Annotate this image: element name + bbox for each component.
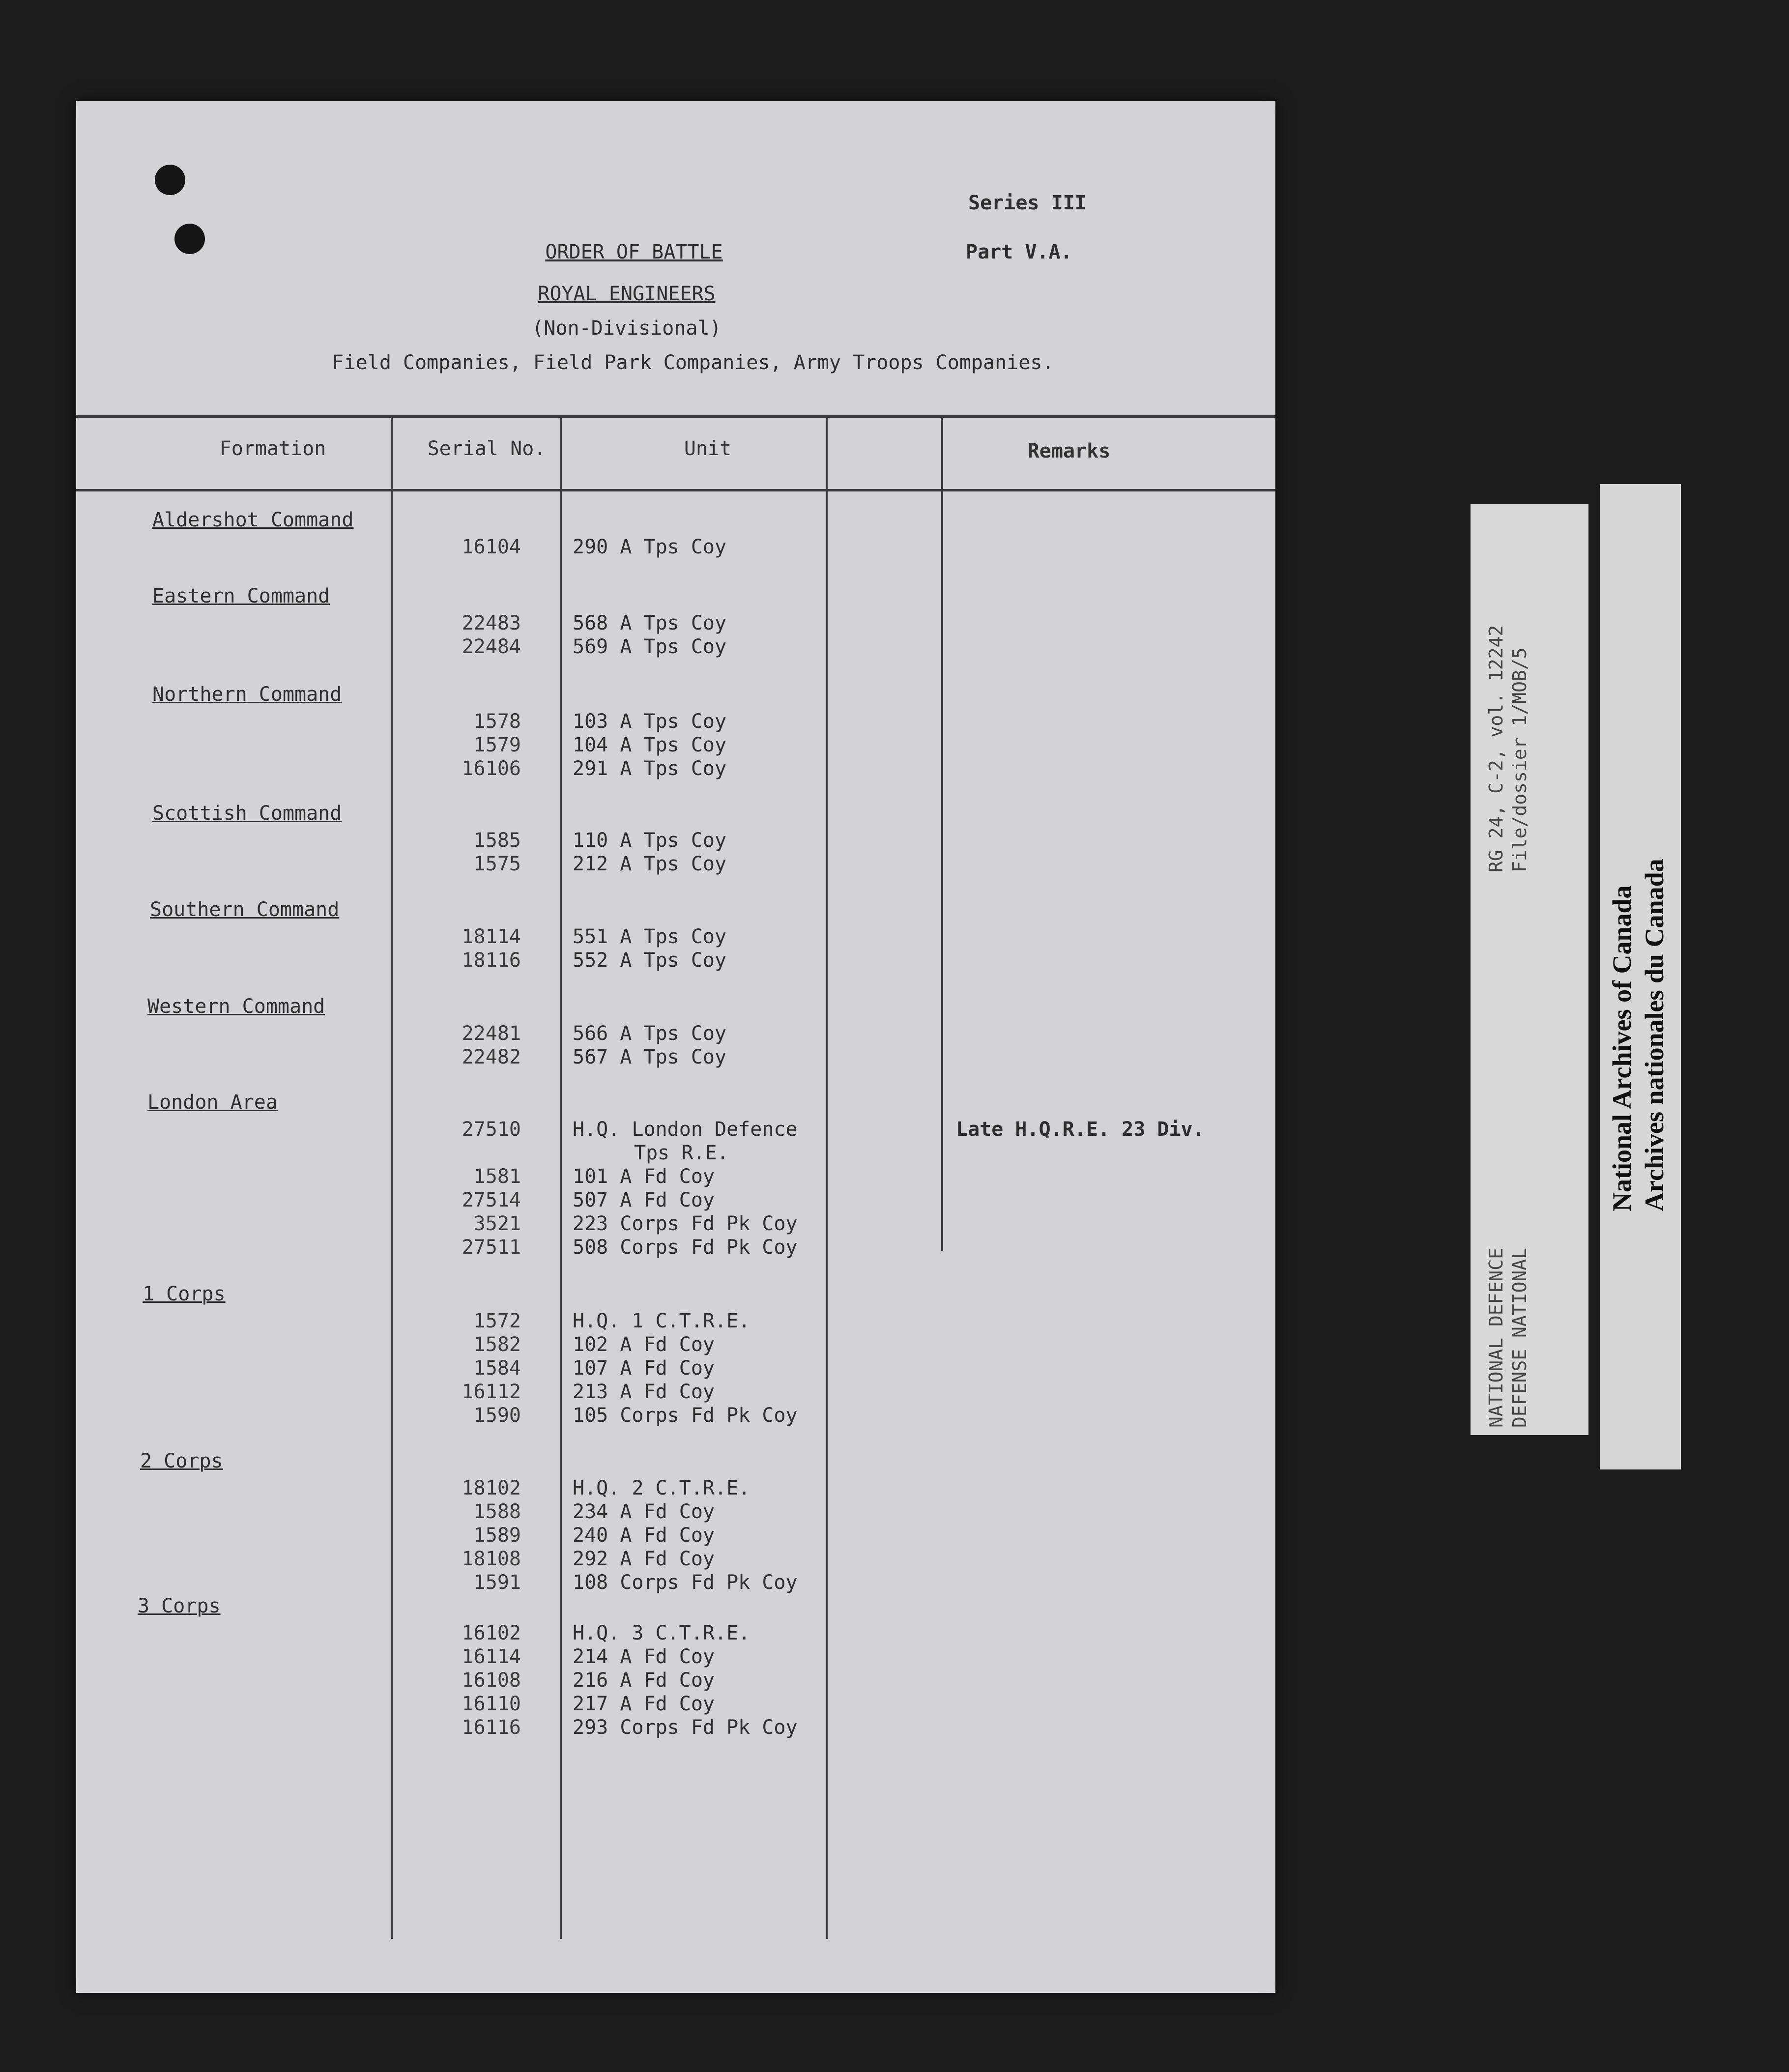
column-header-remarks: Remarks — [1027, 440, 1111, 462]
unit-name-continued: Tps R.E. — [634, 1142, 729, 1164]
serial-number: 1572 — [473, 1310, 521, 1332]
department-line-2: DEFENSE NATIONAL — [1509, 1247, 1530, 1428]
unit-name: 290 A Tps Coy — [573, 536, 727, 558]
formation-heading: Scottish Command — [152, 802, 342, 825]
formation-heading: Southern Command — [150, 898, 340, 921]
serial-number: 1581 — [473, 1165, 521, 1188]
column-divider — [560, 415, 562, 1939]
serial-number: 22484 — [462, 635, 521, 658]
serial-number: 18108 — [462, 1548, 521, 1570]
serial-number: 22483 — [462, 612, 521, 634]
unit-name: H.Q. 3 C.T.R.E. — [573, 1622, 750, 1644]
serial-number: 1575 — [473, 853, 521, 875]
serial-number: 3521 — [473, 1212, 521, 1235]
serial-number: 18114 — [462, 925, 521, 948]
unit-name: 212 A Tps Coy — [573, 853, 727, 875]
formation-heading: 3 Corps — [138, 1595, 221, 1617]
unit-name: 552 A Tps Coy — [573, 949, 727, 972]
serial-number: 16108 — [462, 1669, 521, 1692]
serial-number: 16116 — [462, 1716, 521, 1739]
serial-number: 16102 — [462, 1622, 521, 1644]
reference-label — [1471, 504, 1588, 1435]
reference-line-2: File/dossier 1/MOB/5 — [1509, 647, 1530, 872]
formation-heading: London Area — [147, 1091, 278, 1114]
document-page — [76, 101, 1275, 1993]
serial-number: 22481 — [462, 1022, 521, 1045]
unit-name: H.Q. London Defence — [573, 1118, 798, 1141]
serial-number: 1588 — [473, 1500, 521, 1523]
document-subtitle-2: (Non-Divisional) — [532, 317, 721, 340]
unit-name: 103 A Tps Coy — [573, 710, 727, 733]
unit-name: 214 A Fd Coy — [573, 1645, 715, 1668]
remarks-text: Late H.Q.R.E. 23 Div. — [956, 1118, 1205, 1141]
unit-name: 566 A Tps Coy — [573, 1022, 727, 1045]
document-description: Field Companies, Field Park Companies, Army Troops Companies. — [332, 351, 1054, 374]
serial-number: 1584 — [473, 1357, 521, 1380]
document-title: ORDER OF BATTLE — [545, 241, 723, 263]
serial-number: 27511 — [462, 1236, 521, 1259]
unit-name: 568 A Tps Coy — [573, 612, 727, 634]
serial-number: 1578 — [473, 710, 521, 733]
column-divider — [391, 415, 393, 1939]
column-divider — [826, 415, 828, 1939]
unit-name: 234 A Fd Coy — [573, 1500, 715, 1523]
serial-number: 16106 — [462, 757, 521, 780]
serial-number: 16104 — [462, 536, 521, 558]
archive-name-fr: Archives nationales du Canada — [1640, 859, 1669, 1211]
reference-line-1: RG 24, C-2, vol. 12242 — [1485, 625, 1507, 872]
serial-number: 1589 — [473, 1524, 521, 1547]
table-top-rule — [76, 415, 1275, 418]
punch-hole — [174, 224, 205, 254]
unit-name: 213 A Fd Coy — [573, 1381, 715, 1403]
unit-name: 217 A Fd Coy — [573, 1693, 715, 1715]
serial-number: 16114 — [462, 1645, 521, 1668]
department-line-1: NATIONAL DEFENCE — [1485, 1247, 1507, 1428]
serial-number: 1579 — [473, 734, 521, 756]
document-subtitle: ROYAL ENGINEERS — [538, 283, 716, 305]
unit-name: 101 A Fd Coy — [573, 1165, 715, 1188]
serial-number: 1591 — [473, 1571, 521, 1594]
formation-heading: Eastern Command — [152, 585, 330, 607]
unit-name: H.Q. 1 C.T.R.E. — [573, 1310, 750, 1332]
unit-name: H.Q. 2 C.T.R.E. — [573, 1477, 750, 1499]
header-bottom-rule — [76, 489, 1275, 491]
unit-name: 216 A Fd Coy — [573, 1669, 715, 1692]
part-label: Part V.A. — [966, 241, 1072, 263]
column-divider — [941, 415, 943, 1251]
series-label: Series III — [968, 192, 1087, 214]
serial-number: 18102 — [462, 1477, 521, 1499]
formation-heading: Aldershot Command — [152, 509, 354, 531]
formation-heading: 1 Corps — [143, 1283, 226, 1305]
punch-hole — [155, 165, 185, 195]
unit-name: 105 Corps Fd Pk Coy — [573, 1404, 798, 1427]
formation-heading: Northern Command — [152, 683, 342, 706]
unit-name: 102 A Fd Coy — [573, 1333, 715, 1356]
unit-name: 110 A Tps Coy — [573, 829, 727, 852]
serial-number: 22482 — [462, 1046, 521, 1068]
unit-name: 507 A Fd Coy — [573, 1189, 715, 1211]
unit-name: 291 A Tps Coy — [573, 757, 727, 780]
serial-number: 16112 — [462, 1381, 521, 1403]
unit-name: 240 A Fd Coy — [573, 1524, 715, 1547]
column-header-formation: Formation — [219, 437, 326, 460]
unit-name: 293 Corps Fd Pk Coy — [573, 1716, 798, 1739]
unit-name: 292 A Fd Coy — [573, 1548, 715, 1570]
serial-number: 1582 — [473, 1333, 521, 1356]
unit-name: 569 A Tps Coy — [573, 635, 727, 658]
serial-number: 1590 — [473, 1404, 521, 1427]
unit-name: 223 Corps Fd Pk Coy — [573, 1212, 798, 1235]
unit-name: 508 Corps Fd Pk Coy — [573, 1236, 798, 1259]
formation-heading: 2 Corps — [140, 1450, 223, 1472]
column-header-serial: Serial No. — [427, 437, 546, 460]
unit-name: 107 A Fd Coy — [573, 1357, 715, 1380]
unit-name: 551 A Tps Coy — [573, 925, 727, 948]
serial-number: 1585 — [473, 829, 521, 852]
formation-heading: Western Command — [147, 995, 325, 1018]
column-header-unit: Unit — [684, 437, 732, 460]
serial-number: 27510 — [462, 1118, 521, 1141]
archive-stamp — [1600, 484, 1681, 1469]
archive-name-en: National Archives of Canada — [1607, 885, 1637, 1211]
serial-number: 27514 — [462, 1189, 521, 1211]
serial-number: 16110 — [462, 1693, 521, 1715]
unit-name: 108 Corps Fd Pk Coy — [573, 1571, 798, 1594]
serial-number: 18116 — [462, 949, 521, 972]
unit-name: 567 A Tps Coy — [573, 1046, 727, 1068]
unit-name: 104 A Tps Coy — [573, 734, 727, 756]
